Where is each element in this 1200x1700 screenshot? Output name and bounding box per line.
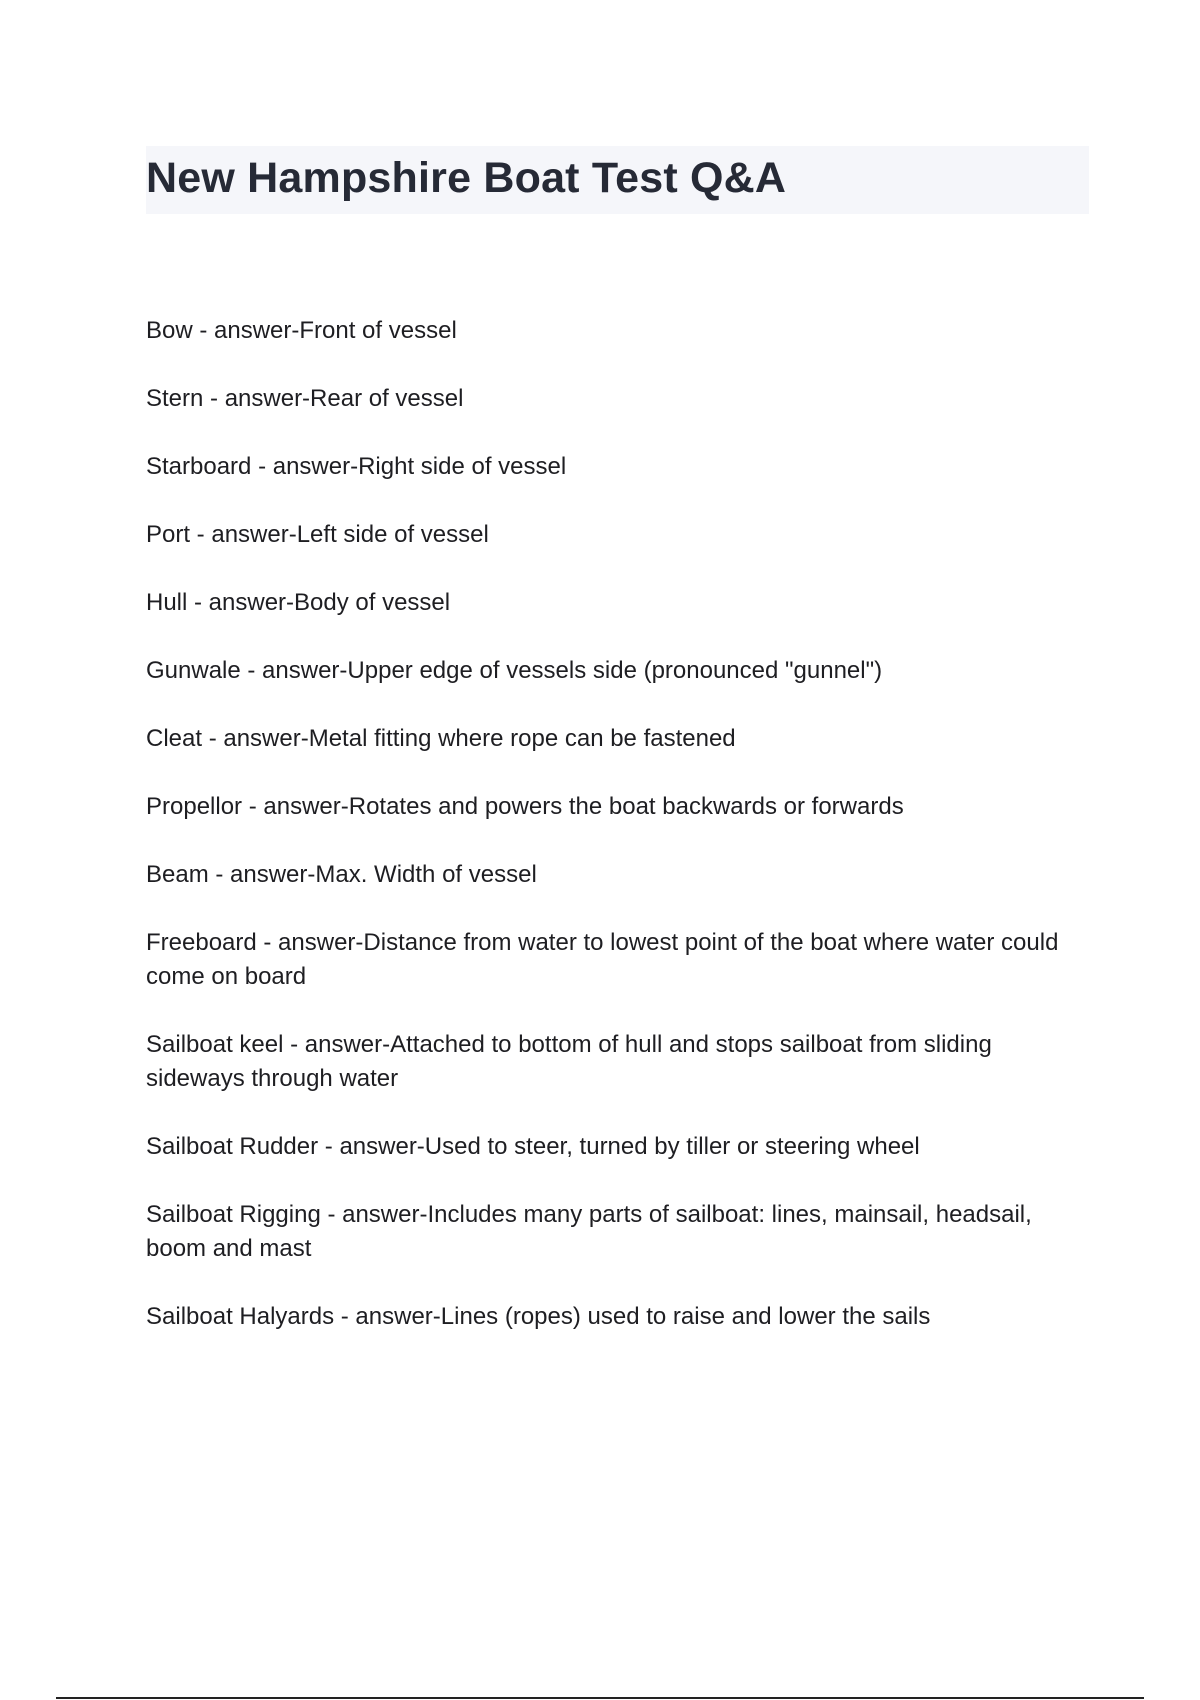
qa-item-sailboat-rudder: Sailboat Rudder - answer-Used to steer, turned by tiller or steering wheel (146, 1133, 920, 1160)
qa-item-stern: Stern - answer-Rear of vessel (146, 385, 464, 412)
qa-item-bow: Bow - answer-Front of vessel (146, 317, 457, 344)
qa-item-propellor: Propellor - answer-Rotates and powers the boat backwards or forwards (146, 793, 904, 820)
qa-item-sailboat-keel: Sailboat keel - answer-Attached to bottom of hull and stops sailboat from sliding sideways through water (146, 1031, 992, 1092)
qa-item-port: Port - answer-Left side of vessel (146, 521, 489, 548)
title-band (146, 146, 1089, 214)
qa-list (146, 314, 1086, 1368)
qa-item-sailboat-halyards: Sailboat Halyards - answer-Lines (ropes) used to raise and lower the sails (146, 1303, 931, 1330)
qa-item-freeboard: Freeboard - answer-Distance from water to lowest point of the boat where water could come on board (146, 929, 1059, 990)
footer-divider (56, 1697, 1144, 1699)
qa-item-starboard: Starboard - answer-Right side of vessel (146, 453, 567, 480)
page-title: New Hampshire Boat Test Q&A (146, 154, 787, 202)
qa-item-sailboat-rigging: Sailboat Rigging - answer-Includes many parts of sailboat: lines, mainsail, headsail, boom and mast (146, 1201, 1032, 1262)
qa-item-cleat: Cleat - answer-Metal fitting where rope can be fastened (146, 725, 736, 752)
qa-item-beam: Beam - answer-Max. Width of vessel (146, 861, 537, 888)
qa-item-gunwale: Gunwale - answer-Upper edge of vessels side (pronounced "gunnel") (146, 657, 883, 684)
qa-item-hull: Hull - answer-Body of vessel (146, 589, 451, 616)
